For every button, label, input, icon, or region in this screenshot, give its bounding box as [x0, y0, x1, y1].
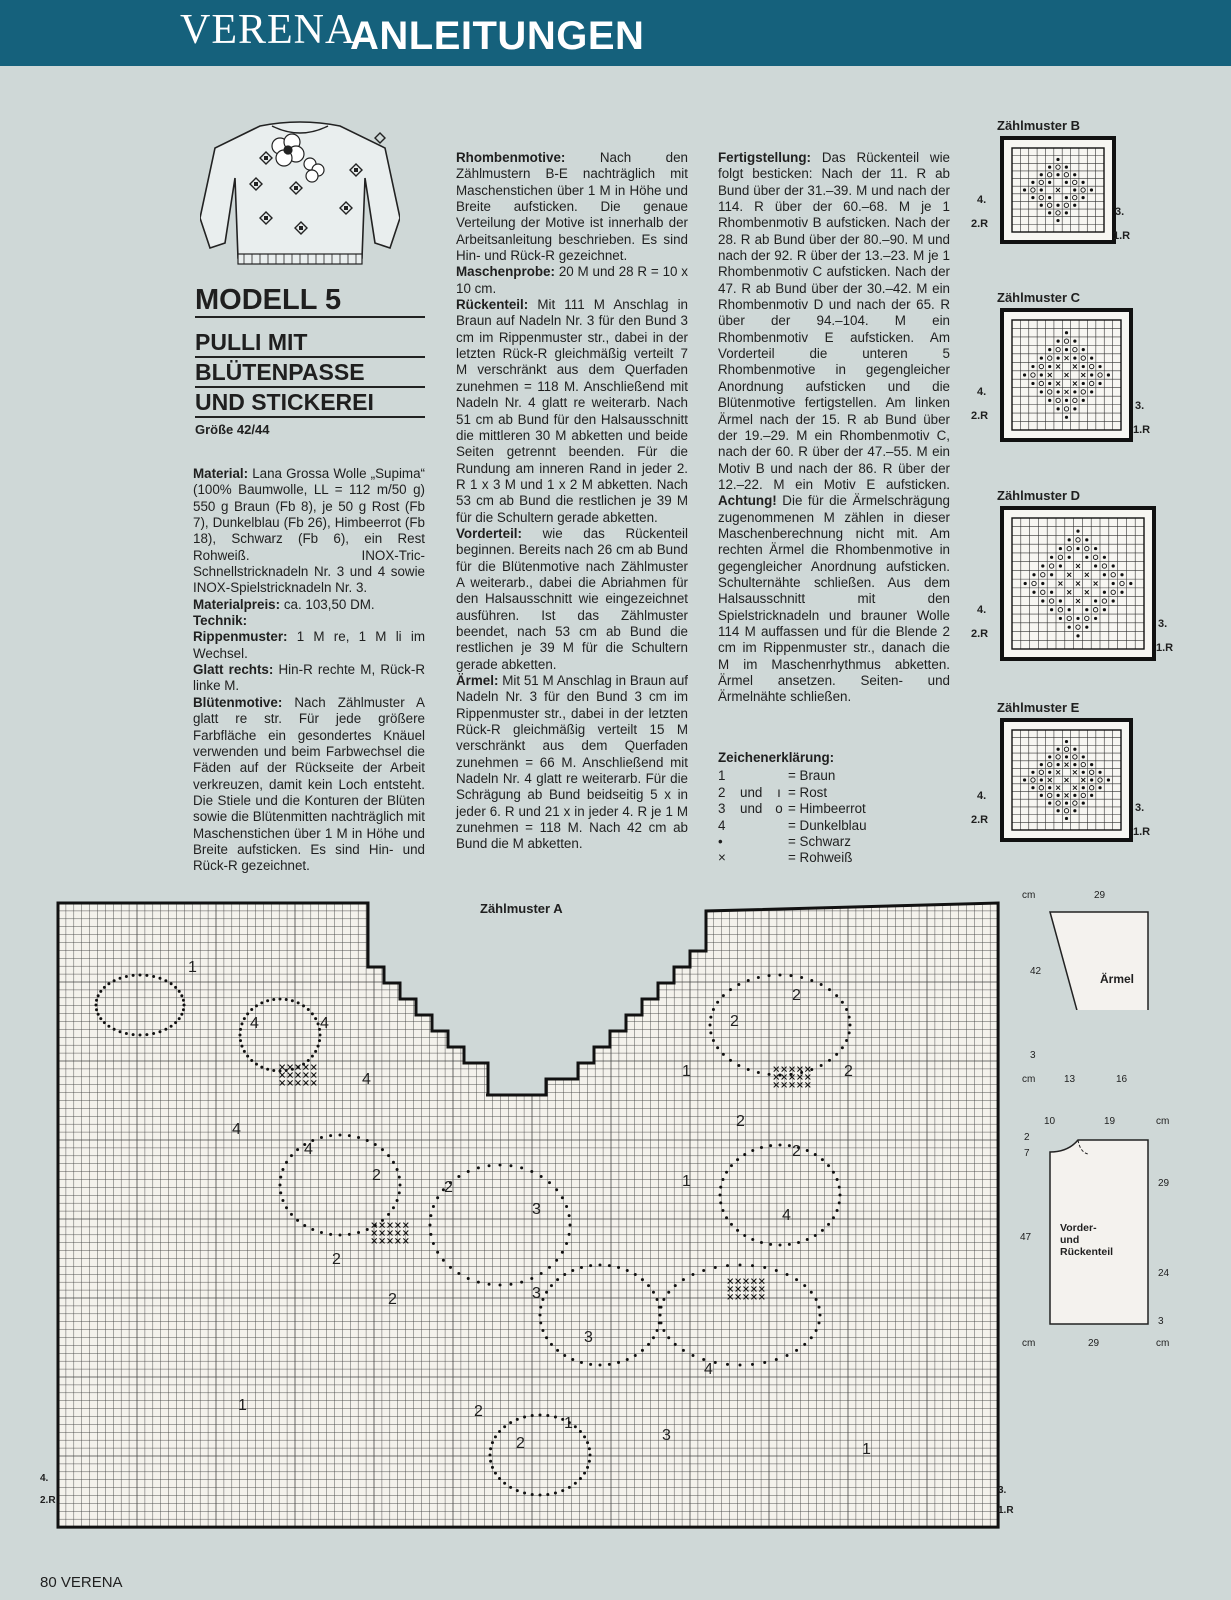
- row-label: 4.: [977, 604, 987, 616]
- material-text: Lana Grossa Wolle „Supima“ (100% Baumwolle, LL = 112 m/50 g) 550 g Braun (Fb 8), je 50 g Rost (Fb 7), Dunkelblau (Fb 26), Himbeerrot (Fb 18), Schwarz (Fb 6), ein Rest Rohweiß. INOX-Tric-Schnellstricknadeln Nr. 3 und 4 sowie INOX-Spielstricknadeln Nr. 3.: [193, 466, 425, 596]
- row-label: 4.: [977, 790, 987, 802]
- legend-row: [718, 818, 950, 834]
- color-number: 1: [682, 1173, 691, 1190]
- legend-label: = Rohweiß: [788, 850, 853, 866]
- dim-label: 19: [1104, 1116, 1116, 1127]
- chart-b-title: Zählmuster B: [997, 118, 1081, 133]
- color-number: 4: [320, 1015, 329, 1032]
- legend-symbol: o: [775, 801, 783, 817]
- legend-label: = Schwarz: [788, 834, 851, 850]
- body-label: [1060, 1222, 1113, 1258]
- color-number: 2: [730, 1013, 739, 1030]
- chart-e-title: Zählmuster E: [997, 700, 1080, 715]
- legend-symbol: [770, 768, 788, 784]
- legend-symbol: ı: [777, 784, 781, 800]
- chart-c-title: Zählmuster C: [997, 290, 1081, 305]
- gauge-heading: Maschenprobe:: [456, 264, 555, 280]
- back-heading: Rückenteil:: [456, 297, 529, 313]
- legend-symbol: [770, 834, 788, 850]
- chart-d-title: Zählmuster D: [997, 488, 1081, 503]
- legend-row: [718, 850, 950, 866]
- attention-text: Die für die Ärmelschrägung zugenommenen M zählen in dieser Maschenberechnung nicht mit. Am rechten Ärmel die Rhombenmotive in gegengleicher Anordnung aufsticken. Schulternähte schließen. Aus dem Halsausschnitt mit den Spielstricknadeln und brauner Wolle 114 M auffassen und für die Blende 2 cm im Rippenmuster str., danach die M im Maschenrhythmus abketten. Ärmel ansetzen. Seiten- und Ärmelnähte schließen.: [718, 493, 950, 705]
- dim-label: 29: [1158, 1178, 1170, 1189]
- row-label: 3.: [1115, 206, 1125, 218]
- sleeve-outline: [1030, 890, 1190, 1010]
- price-paragraph: [193, 597, 425, 613]
- rib-text: 1 M re, 1 M li im Wechsel.: [193, 629, 425, 661]
- row-label: 2.R: [40, 1495, 56, 1506]
- attention-heading: Achtung!: [718, 493, 777, 509]
- sleeve-schematic: [1022, 890, 1190, 1010]
- dim-label: 13: [1064, 1074, 1076, 1085]
- text-column-1: [193, 466, 425, 875]
- color-number: 1: [188, 959, 197, 976]
- row-label: 2.R: [971, 218, 989, 230]
- row-label: 2.R: [971, 410, 989, 422]
- dim-label: 24: [1158, 1268, 1170, 1279]
- legend-label: = Himbeerrot: [788, 801, 866, 817]
- chart-e-grid: [1000, 718, 1133, 842]
- dim-label: 16: [1116, 1074, 1128, 1085]
- color-number: 4: [304, 1141, 313, 1158]
- stockinette-paragraph: [193, 662, 425, 695]
- color-number: 3: [584, 1329, 593, 1346]
- front-paragraph: [456, 526, 688, 673]
- page-header: [0, 0, 1231, 66]
- legend-label: = Braun: [788, 768, 836, 784]
- text-column-3: [718, 150, 950, 706]
- front-text: wie das Rückenteil beginnen. Bereits nach 26 cm ab Bund für die Blütenmotive nach Zählmuster A weiterarb., dabei die Abriahmen für den Halsausschnitt wie eingezeichnet ausführen. Ist das Zählmuster beendet, nach 53 cm ab Bund die restlichen je 39 M für die Schultern gerade abketten.: [456, 525, 688, 672]
- chart-e: [971, 700, 1151, 850]
- color-number: 4: [782, 1207, 791, 1224]
- legend-key: •: [718, 834, 723, 850]
- color-number: 2: [372, 1167, 381, 1184]
- color-number: 1: [682, 1063, 691, 1080]
- row-label: 1.R: [998, 1505, 1014, 1516]
- color-number: 4: [704, 1361, 713, 1378]
- color-number: 2: [844, 1063, 853, 1080]
- sweater-illustration: [200, 118, 400, 278]
- material-paragraph: [193, 466, 425, 597]
- color-number: 3: [662, 1427, 671, 1444]
- gauge-paragraph: [456, 264, 688, 297]
- legend-and: [740, 768, 770, 784]
- rhombus-heading: Rhombenmotive:: [456, 150, 566, 165]
- legend-symbol: [770, 818, 788, 834]
- color-number: 1: [238, 1397, 247, 1414]
- legend-and: und: [740, 801, 763, 817]
- color-number: 3: [532, 1285, 541, 1302]
- row-label: 3.: [1135, 802, 1145, 814]
- subtitle-line: BLÜTENPASSE: [195, 358, 425, 388]
- finishing-paragraph: [718, 150, 950, 706]
- color-number: 2: [444, 1179, 453, 1196]
- color-number: 1: [862, 1441, 871, 1458]
- symbol-legend: [718, 750, 950, 867]
- price-heading: Materialpreis:: [193, 596, 281, 612]
- sleeve-label: Ärmel: [1100, 972, 1135, 986]
- flower-heading: Blütenmotive:: [193, 694, 283, 710]
- legend-and: und: [740, 784, 763, 800]
- body-label-line: Rückenteil: [1060, 1246, 1114, 1258]
- row-label: 3.: [998, 1485, 1007, 1496]
- gauge-text: 20 M und 28 R = 10 x 10 cm.: [456, 264, 688, 296]
- unit-label: cm: [1156, 1116, 1170, 1127]
- color-number: 2: [516, 1435, 525, 1452]
- price-text: ca. 103,50 DM.: [283, 596, 375, 612]
- row-label: 2.R: [971, 814, 989, 826]
- sleeve-paragraph: [456, 673, 688, 853]
- rhombus-text: Nach den Zählmustern B-E nachträglich mit Maschenstichen über 1 M in Höhe und Breite aufsticken. Die genaue Verteilung der Motive ist innerhalb der Arbeitsanleitung beschrieben. Es sind Hin- und Rück-R gezeichnet.: [456, 150, 688, 264]
- unit-label: cm: [1022, 1338, 1036, 1349]
- legend-row: [718, 785, 950, 801]
- finishing-heading: Fertigstellung:: [718, 150, 811, 165]
- section-title: ANLEITUNGEN: [350, 14, 645, 58]
- chart-b: [971, 118, 1135, 258]
- chart-b-grid: [1000, 136, 1116, 244]
- dim-label: 2: [1024, 1132, 1030, 1143]
- row-label: 4.: [977, 194, 987, 206]
- color-number: 2: [792, 1143, 801, 1160]
- row-label: 3.: [1135, 400, 1145, 412]
- sleeve-bottom-dims: [1022, 1050, 1190, 1100]
- legend-and: [740, 834, 770, 850]
- legend-symbol: [770, 850, 788, 866]
- body-label-line: und: [1060, 1234, 1080, 1246]
- dim-label: 29: [1094, 890, 1106, 901]
- color-number: 2: [736, 1113, 745, 1130]
- legend-row: [718, 834, 950, 850]
- legend-and: [740, 850, 770, 866]
- row-label: 2.R: [971, 628, 989, 640]
- row-label: 1.R: [1133, 826, 1151, 838]
- finishing-text: Das Rückenteil wie folgt besticken: Nach der 11. R ab Bund über der 31.–39. M und nach der 114. R über der 60.–68. M je 1 Rhombenmotiv B aufsticken. Nach der 28. R ab Bund über der 80.–90. M und nach der 92. R über der 13.–23. M je 1 Rhombenmotiv C aufsticken. Nach der 47. R ab Bund über der 30.–42. M ein Rhombenmotiv D und nach der 65. R über der 94.–104. M ein Rhombenmotiv E aufsticken. Am Vorderteil die unteren 5 Rhombenmotive in gegengleicher Anordnung aufsticken und die Blütenmotive fertigstellen. Am linken Ärmel nach der 15. R ab Bund über der 19.–29. M ein Rhombenmotiv C, nach der 60. R über der 47.–55. M ein Motiv B und nach der 86. R über der 12.–22. M ein Motiv E aufsticken.: [718, 150, 950, 492]
- legend-label: = Dunkelblau: [788, 817, 867, 833]
- chart-d-grid: [1000, 506, 1156, 661]
- color-number: 2: [388, 1291, 397, 1308]
- legend-key: 4: [718, 817, 726, 833]
- color-number: 2: [332, 1251, 341, 1268]
- color-number: 1: [564, 1415, 573, 1432]
- legend-and: [740, 818, 770, 834]
- dim-label: 7: [1024, 1148, 1030, 1159]
- chart-c-grid: [1000, 308, 1133, 442]
- color-number: 4: [362, 1071, 371, 1088]
- material-heading: Material:: [193, 466, 249, 481]
- magazine-brand: VERENA: [180, 7, 357, 53]
- subtitle-line: UND STICKEREI: [195, 388, 425, 418]
- legend-key: 2: [718, 784, 726, 800]
- row-label: 1.R: [1113, 230, 1131, 242]
- technique-heading: Technik:: [193, 613, 248, 629]
- sleeve-heading: Ärmel:: [456, 673, 499, 688]
- flower-paragraph: [193, 695, 425, 875]
- dim-label: 29: [1088, 1338, 1100, 1349]
- dim-label: 47: [1020, 1232, 1032, 1243]
- dim-label: 3: [1030, 1050, 1036, 1061]
- color-number: 4: [250, 1015, 259, 1032]
- row-label: 1.R: [1133, 424, 1151, 436]
- color-number: 4: [232, 1121, 241, 1138]
- row-label: 3.: [1158, 618, 1168, 630]
- dim-label: 42: [1030, 966, 1042, 977]
- unit-label: cm: [1156, 1338, 1170, 1349]
- row-label: 4.: [40, 1473, 49, 1484]
- unit-label: cm: [1022, 890, 1036, 901]
- chart-c: [971, 290, 1151, 450]
- row-label: 1.R: [1156, 642, 1174, 654]
- legend-title: Zeichenerklärung:: [718, 750, 835, 765]
- legend-row: [718, 768, 950, 784]
- body-schematic: [1020, 1112, 1190, 1372]
- row-label: 4.: [977, 386, 987, 398]
- stockinette-heading: Glatt rechts:: [193, 662, 274, 678]
- subtitle-line: PULLI MIT: [195, 328, 425, 358]
- back-text: Mit 111 M Anschlag in Braun auf Nadeln Nr. 3 für den Bund 3 cm im Rippenmuster str., dabei in der letzten Rück-R gleichmäßig verteilt 7 M verschränkt aus dem Querfaden zunehmen = 118 M. Anschließend mit Nadeln Nr. 4 glatt re weiterarb. Nach 51 cm ab Bund für den Halsausschnitt die mittleren 30 M abketten und beide Seiten getrennt beenden. Für die Rundung am inneren Rand in jeder 2. R 1 x 3 M und 1 x 2 M abketten. Nach 53 cm ab Bund die restlichen je 39 M für die Schultern gerade abketten.: [456, 297, 688, 525]
- chart-a-title: Zählmuster A: [480, 901, 563, 916]
- rib-paragraph: [193, 629, 425, 662]
- chart-a-grid: [40, 895, 1020, 1535]
- dim-label: 3: [1158, 1316, 1164, 1327]
- chart-d: [971, 488, 1174, 668]
- legend-row: [718, 801, 950, 817]
- sleeve-text: Mit 51 M Anschlag in Braun auf Nadeln Nr. 3 für den Bund 3 cm im Rippenmuster str., dabei in der letzten Rück-R gleichmäßig verteilt 15 M verschränkt aus dem Querfaden zunehmen = 66 M. Anschließend mit Nadeln Nr. 4 glatt re weiterarb. Für die Schrägung ab Bund beidseitig 5 x in jeder 6. R und 21 x in jeder 4. R je 1 M zunehmen = 118 M. Nach 42 cm ab Bund die M abketten.: [456, 673, 688, 852]
- legend-key: ×: [718, 850, 726, 866]
- legend-key: 3: [718, 801, 726, 817]
- dim-label: 10: [1044, 1116, 1056, 1127]
- chart-a: [40, 895, 1020, 1555]
- model-title: MODELL 5: [195, 284, 425, 318]
- unit-label: cm: [1022, 1074, 1036, 1085]
- stockinette-text: Hin-R rechte M, Rück-R linke M.: [193, 662, 425, 694]
- rhombus-paragraph: [456, 150, 688, 264]
- color-number: 2: [474, 1403, 483, 1420]
- color-number: 3: [532, 1201, 541, 1218]
- body-label-line: Vorder-: [1060, 1222, 1097, 1234]
- legend-label: = Rost: [788, 784, 828, 800]
- technique-paragraph: [193, 613, 425, 629]
- color-number: 2: [792, 987, 801, 1004]
- front-heading: Vorderteil:: [456, 525, 522, 541]
- model-subtitle: [195, 328, 425, 418]
- page-footer: 80 VERENA: [40, 1574, 123, 1591]
- flower-text: Nach Zählmuster A glatt re str. Für jede größere Farbfläche ein gesondertes Knäuel verwenden und beim Farbwechsel die Fäden auf der Rückseite der Arbeit verkreuzen, damit kein Loch entsteht. Die Stiele und die Konturen der Blüten sowie die Blütenmitten nachträglich mit Maschenstichen über 1 M in Höhe und Breite aufsticken. Es sind Hin- und Rück-R gezeichnet.: [193, 694, 425, 874]
- size-label: Größe 42/44: [195, 422, 270, 437]
- legend-key: 1: [718, 768, 726, 784]
- rib-heading: Rippenmuster:: [193, 629, 288, 645]
- back-paragraph: [456, 297, 688, 526]
- text-column-2: [456, 150, 688, 853]
